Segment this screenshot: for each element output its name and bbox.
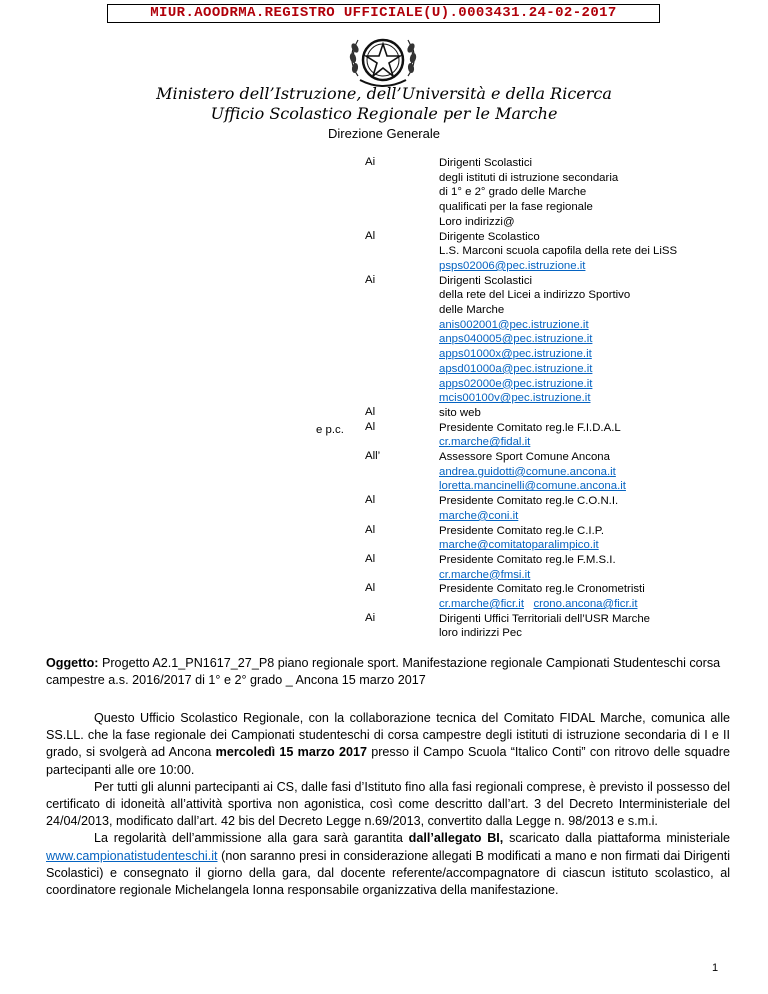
recipient-block [439, 156, 618, 230]
paragraph-3 [46, 830, 730, 899]
event-date: mercoledì 15 marzo 2017 [215, 745, 367, 760]
recipient-line: Dirigenti Uffici Territoriali dell’USR Marche [439, 612, 650, 625]
email-link[interactable]: psps02006@pec.istruzione.it [439, 259, 586, 272]
p3-text-a: La regolarità dell’ammissione alla gara sarà garantita [94, 831, 409, 846]
recipient-prefix: Al [365, 523, 376, 536]
subject-text: Progetto A2.1_PN1617_27_P8 piano regionale sport. Manifestazione regionale Campionati Studenteschi corsa campestre a.s. 2016/2017 di 1° e 2° grado _ Ancona 15 marzo 2017 [46, 656, 721, 687]
recipient-block [439, 274, 630, 406]
email-link[interactable]: apps02000e@pec.istruzione.it [439, 377, 593, 390]
recipient-line: Presidente Comitato reg.le F.I.D.A.L [439, 421, 621, 434]
recipient-block [439, 406, 481, 421]
recipient-line: degli istituti di istruzione secondaria [439, 171, 619, 184]
recipient-line: sito web [439, 406, 481, 419]
recipient-prefix: All’ [365, 450, 381, 462]
recipient-prefix: Ai [365, 273, 376, 286]
ep-label: e p.c. [316, 424, 344, 436]
recipient-line: di 1° e 2° grado delle Marche [439, 186, 587, 199]
recipient-block [439, 553, 616, 582]
subject-line [46, 655, 736, 689]
email-link[interactable]: marche@coni.it [439, 509, 519, 522]
p3-text-b: scaricato dalla piattaforma ministeriale [503, 831, 731, 846]
direction-name: Direzione Generale [327, 126, 440, 141]
recipient-line: Loro indirizzi@ [439, 215, 515, 228]
recipient-line: Presidente Comitato reg.le C.I.P. [439, 524, 605, 537]
email-link[interactable]: anis002001@pec.istruzione.it [439, 318, 589, 331]
recipient-line: qualificati per la fase regionale [439, 201, 593, 214]
recipient-line: Dirigente Scolastico [439, 230, 540, 243]
recipient-prefix: Al [365, 552, 376, 565]
p3-text-c: (non saranno presi in considerazione allegati B modificati a mano e non firmati dai Dirigenti Scolastici) e consegnato il giorno della gara, dal docente referente/accompagnatore di ciascun istituto scolastico, al coordinatore regionale Michelangela Ionna responsabile organizzativa della manifestazione. [46, 848, 730, 898]
recipient-block [439, 230, 677, 274]
recipient-prefix: Al [365, 405, 376, 418]
recipient-line: Assessore Sport Comune Ancona [439, 451, 610, 463]
platform-link[interactable]: www.campionatistudenteschi.it [46, 848, 218, 863]
recipient-line: Presidente Comitato reg.le Cronometristi [439, 583, 645, 596]
email-link[interactable]: cr.marche@fidal.it [439, 436, 531, 449]
recipient-line: della rete del Licei a indirizzo Sportivo [439, 289, 631, 302]
recipient-prefix: Ai [365, 156, 376, 168]
protocol-stamp: MIUR.AOODRMA.REGISTRO UFFICIALE(U).0003431.24-02-2017 [107, 4, 660, 23]
email-link[interactable]: anps040005@pec.istruzione.it [439, 333, 593, 346]
recipient-block [439, 612, 650, 641]
p1-text-b: presso il Campo Scuola “Italico Conti” con ritrovo delle squadre partecipanti alle ore 10:00. [46, 745, 730, 777]
paragraph-2: Per tutti gli alunni partecipanti ai CS, dalle fasi d’Istituto fino alla fasi regionali comprese, è previsto il possesso del certificato di idoneità all’attività sportiva non agonistica, così come descritto dall’art. 3 del Decreto Interministeriale del 24/04/2013, modificato dall’art. 42 bis del Decreto Legge n.69/2013, convertito dalla Legge n. 98/2013 e s.m.i. [46, 779, 730, 829]
email-link[interactable]: apsd01000a@pec.istruzione.it [439, 362, 593, 375]
recipient-block [439, 421, 621, 450]
page-number: 1 [712, 962, 719, 974]
recipient-block [439, 582, 645, 611]
recipient-line: Dirigenti Scolastici [439, 274, 533, 287]
attachment-name: dall’allegato BI, [408, 831, 504, 846]
email-link[interactable]: marche@comitatoparalimpico.it [439, 539, 599, 552]
recipient-line: Presidente Comitato reg.le C.O.N.I. [439, 495, 619, 508]
recipient-prefix: Al [365, 229, 376, 242]
recipient-prefix: Al [365, 494, 376, 507]
recipient-prefix: Al [365, 420, 376, 433]
recipient-line: loro indirizzi Pec [439, 627, 522, 640]
recipient-block [439, 494, 618, 523]
email-link[interactable]: crono.ancona@ficr.it [533, 598, 638, 610]
recipient-line: Presidente Comitato reg.le F.M.S.I. [439, 553, 616, 566]
office-name: Ufficio Scolastico Regionale per le Marche [210, 104, 558, 123]
letter-body [46, 710, 730, 899]
email-link[interactable]: apps01000x@pec.istruzione.it [439, 348, 592, 361]
email-link[interactable]: loretta.mancinelli@comune.ancona.it [439, 480, 626, 493]
p1-text-a: Questo Ufficio Scolastico Regionale, con la collaborazione tecnica del Comitato FIDAL Marche, comunica alle SS.LL. che la fase regionale dei Campionati studenteschi di corsa campestre degli istituti di istruzione secondaria di I e II grado, si svolgerà ad Ancona [46, 711, 730, 760]
recipient-line: Dirigenti Scolastici [439, 157, 533, 169]
recipient-line: delle Marche [439, 304, 505, 316]
email-link[interactable]: cr.marche@fmsi.it [439, 568, 531, 581]
recipient-block [439, 450, 626, 494]
ministry-name: Ministero dell’Istruzione, dell’Università e della Ricerca [156, 84, 612, 103]
recipient-line: L.S. Marconi scuola capofila della rete dei LiSS [439, 245, 678, 258]
recipient-prefix: Ai [365, 611, 376, 624]
paragraph-1 [46, 710, 730, 779]
email-link[interactable]: cr.marche@ficr.it [439, 598, 524, 610]
recipient-prefix: Al [365, 582, 376, 595]
email-link[interactable]: andrea.guidotti@comune.ancona.it [439, 465, 616, 478]
subject-label: Oggetto: [46, 656, 99, 670]
email-link[interactable]: mcis00100v@pec.istruzione.it [439, 392, 591, 405]
recipient-block [439, 524, 604, 553]
